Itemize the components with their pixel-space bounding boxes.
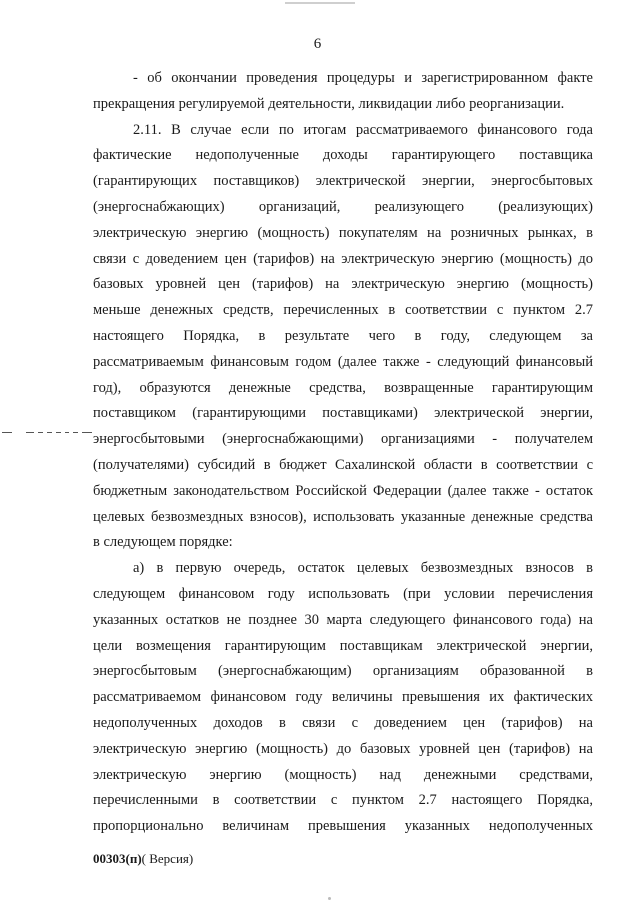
- document-code: 00303(п): [93, 851, 142, 866]
- text-line: связи с доведением цен (тарифов) на электрическую энергию (мощность) до: [93, 250, 593, 267]
- text-line: - об окончании проведения процедуры и зарегистрированном факте: [133, 70, 593, 86]
- text-line: фактические недополученные доходы гарантирующего поставщика: [93, 147, 593, 164]
- text-line: энергосбытовым (энергоснабжающим) организациям образованной в: [93, 663, 593, 680]
- document-version: ( Версия): [141, 851, 194, 866]
- text-line: указанных остатков не позднее 30 марта следующего финансового года) на: [93, 611, 593, 628]
- text-line: (получателями) субсидий в бюджет Сахалинской области в соответствии с: [93, 456, 593, 473]
- text-line: рассматриваемом финансовом году величины превышения их фактических: [93, 689, 593, 706]
- text-line: год), образуются денежные средства, возвращенные гарантирующим: [93, 379, 593, 396]
- text-line: (энергоснабжающих) организаций, реализующего (реализующих): [93, 198, 593, 215]
- margin-mark: [73, 432, 78, 433]
- text-line: прекращения регулируемой деятельности, ликвидации либо реорганизации.: [93, 95, 565, 112]
- text-line: электрическую энергию (мощность) покупателям на розничных рынках, в: [93, 224, 593, 241]
- text-line: бюджетным законодательством Российской Федерации (далее также - остаток: [93, 482, 593, 499]
- margin-mark: [26, 432, 34, 433]
- text-line: (гарантирующих поставщиков) электрической энергии, энергосбытовых: [93, 173, 593, 190]
- text-line: поставщиком (гарантирующими поставщиками) электрической энергии,: [93, 405, 593, 422]
- text-line: целевых безвозмездных взносов), использовать указанные денежные средства: [93, 508, 593, 525]
- text-line: электрическую энергию (мощность) до базовых уровней цен (тарифов) на: [93, 740, 593, 757]
- margin-mark: [65, 432, 69, 433]
- scan-mark: [285, 2, 355, 4]
- text-line: недополученных доходов в связи с доведением цен (тарифов) на: [93, 714, 593, 731]
- margin-mark: [82, 432, 92, 433]
- text-line: цели возмещения гарантирующим поставщикам электрической энергии,: [93, 637, 593, 654]
- text-line: перечисленными в соответствии с пунктом 2.7 настоящего Порядка,: [93, 792, 593, 809]
- text-line: 2.11. В случае если по итогам рассматриваемого финансового года: [133, 121, 593, 138]
- text-line: рассматриваемым финансовым годом (далее также - следующий финансовый: [93, 353, 593, 370]
- text-line: энергосбытовыми (энергоснабжающими) организациями - получателем: [93, 431, 593, 448]
- page-number: 6: [313, 36, 322, 52]
- text-line: электрическую энергию (мощность) над денежными средствами,: [93, 766, 593, 783]
- document-body: [93, 66, 593, 840]
- margin-mark: [56, 432, 61, 433]
- text-line: базовых уровней цен (тарифов) на электрическую энергию (мощность): [93, 276, 593, 293]
- text-line: пропорционально величинам превышения указанных недополученных: [93, 818, 593, 835]
- scan-mark: [328, 897, 331, 900]
- margin-mark: [38, 432, 43, 433]
- text-line: настоящего Порядка, в результате чего в году, следующем за: [93, 327, 593, 344]
- margin-mark: [2, 432, 12, 433]
- document-footer: [93, 851, 193, 867]
- text-line: а) в первую очередь, остаток целевых безвозмездных взносов в: [133, 560, 593, 577]
- text-line: в следующем порядке:: [93, 534, 233, 551]
- text-line: меньше денежных средств, перечисленных в соответствии с пунктом 2.7: [93, 302, 593, 319]
- margin-mark: [47, 432, 52, 433]
- text-line: следующем финансовом году использовать (при условии перечисления: [93, 585, 593, 602]
